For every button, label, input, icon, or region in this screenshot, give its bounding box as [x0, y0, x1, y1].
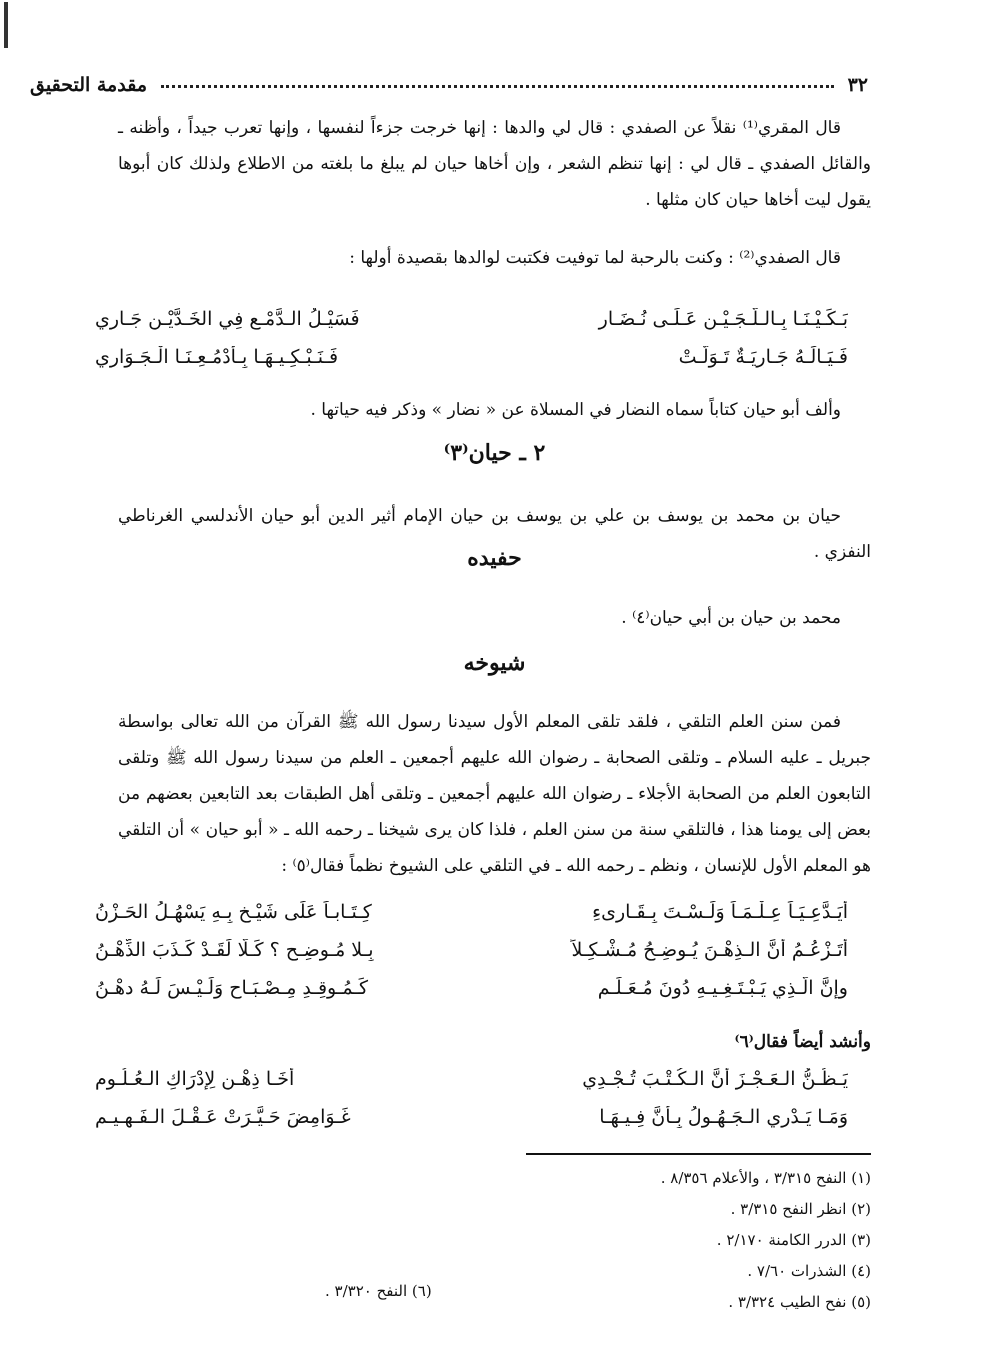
paragraph-safadi: قال الصفدي⁽²⁾ : وكنت بالرحبة لما توفيت فكتبت لوالدها بقصيدة أولها : [349, 248, 841, 268]
hemistich-first: وإِنَّ الَّـذِي يَـبْـتَـغِـيـهِ دُونَ مُـعَـلِّـمٍ [597, 977, 848, 999]
paragraph-recited: وأنشد أيضاً فقال⁽٦⁾ [734, 1032, 871, 1052]
hemistich-second: فَسَيْـلُ الـدَّمْـعِ فِي الخَـدَّيْـنِ جَـارِي [95, 308, 360, 330]
hemistich-second: أَخَـا ذِهْـنٍ لِإِدْرَاكِ الـعُـلُـومِ [95, 1068, 295, 1090]
hemistich-first: وَمَـا يَـدْرِي الـجَـهُـولُ بِـأَنَّ فِـيـهَـا [599, 1106, 848, 1128]
scan-margin-mark [4, 2, 8, 48]
footnote-item: (٢) انظر النفح ٣/٣١٥ . [730, 1200, 871, 1218]
hemistich-second: فَـنَـبْـكِـيـهَـا بِـأَدْمُـعِـنَـا الْـجَـوَارِي [95, 346, 339, 368]
paragraph-maqqari: قال المقري⁽¹⁾ نقلاً عن الصفدي : قال لي والدها : إنها خرجت جزءاً لنفسها ، وإنها تعرب جيداً ، وأظنه ـ والقائل الصفدي ـ قال لي : إنها تنظم الشعر ، وإن أخاها حيان لم يبلغ ما بلغته من الاطلاع ولذلك كان أبوها يقول ليت أخاها حيان كان مثلها . [118, 118, 871, 210]
poem-line [95, 1098, 848, 1136]
footnotes [118, 1163, 871, 1318]
hemistich-first: أَتَـزْعُـمُ أَنَّ الـذِهْـنَ يُـوضِـحُ مُـشْـكِـلاً [571, 939, 848, 961]
poem-line [95, 931, 848, 969]
footnote-rule [526, 1153, 871, 1155]
paragraph-nadar-book: وألف أبو حيان كتاباً سماه النضار في المسلاة عن « نضار » وذكر فيه حياتها . [310, 400, 841, 420]
poem-line [95, 338, 848, 376]
section-heading-grandson: حفيده [467, 545, 522, 571]
poem-line [95, 300, 848, 338]
paragraph-talaqqi: فمن سنن العلم التلقي ، فلقد تلقى المعلم الأول سيدنا رسول الله ﷺ القرآن من الله تعالى بواسطة جبريل ـ عليه السلام ـ وتلقى الصحابة ـ رضوان الله عليهم أجمعين ـ العلم من سيدنا رسول الله ﷺ وتلقى التابعون العلم من الصحابة الأجلاء ـ رضوان الله عليهم أجمعين ـ وتلقى أهل الطبقات بعد التابعين بعضهم من بعض إلى يومنا هذا ، فالتلقي سنة من سنن العلم ، فلذا كان يرى شيخنا ـ رحمه الله ـ « أبو حيان » أن التلقي هو المعلم الأول للإنسان ، ونظم ـ رحمه الله ـ في التلقي على الشيوخ نظماً فقال⁽٥⁾ : [118, 712, 871, 876]
poem-elegy [95, 300, 848, 376]
page-number: ٣٢ [847, 74, 868, 96]
poem-line [95, 893, 848, 931]
poem-line [95, 969, 848, 1007]
paragraph-hayyan-lineage: حيان بن محمد بن يوسف بن علي بن يوسف بن حيان الإمام أثير الدين أبو حيان الأندلسي الغرناطي النفزي . [118, 506, 871, 562]
running-header [30, 70, 868, 100]
hemistich-second: كِـتَـابـاً عَلَى شَيْـخٍ بِـهِ يَسْهُـلُ الحَـزْنُ [95, 901, 372, 923]
footnote-item: (١) النفح ٣/٣١٥ ، والأعلام ٨/٣٥٦ . [660, 1169, 871, 1187]
poem-talaqqi [95, 893, 848, 1007]
poem-line [95, 1060, 848, 1098]
section-heading-hayyan: ٢ ـ حيان⁽٣⁾ [443, 440, 546, 466]
hemistich-second: بِـلا مُـوضِـحٍ ؟ كَـلَّا لَقَـدْ كَـذَبَ الذِّهْـنُ [95, 939, 374, 961]
footnote-item: (٣) الدرر الكامنة ٢/١٧٠ . [716, 1231, 871, 1249]
footnote-item-six: (٦) النفح ٣/٣٢٠ . [325, 1282, 432, 1300]
section-heading-teachers: شيوخه [463, 650, 526, 676]
hemistich-first: أَيَـدَّعِـيَـاً عِـلْـمَـاً وَلَـسْـتَ بِـقَـارِىءِ [592, 901, 848, 923]
footnote-item: (٥) نفح الطيب ٣/٣٢٤ . [728, 1293, 871, 1311]
hemistich-first: بَـكَـيْـنَـا بِـالـلُّـجَـيْـنِ عَـلَـى نُـضَـارِ [598, 308, 848, 330]
hemistich-second: غَـوَامِضَ حَـيَّـرَتْ عَـقْـلَ الـفَـهِـيـمِ [95, 1106, 351, 1128]
leader-dots [161, 83, 834, 88]
footnote-item: (٤) الشذرات ٧/٦٠ . [747, 1262, 871, 1280]
hemistich-second: كَـمُـوقِـدِ مِـصْـبَـاحٍ وَلَـيْـسَ لَـهُ دهْـنُ [95, 977, 369, 999]
paragraph-grandson: محمد بن حيان بن أبي حيان⁽٤⁾ . [621, 608, 841, 628]
running-title: مقدمة التحقيق [30, 74, 147, 96]
hemistich-first: فَـيَـالَـهُ جَـارِيَـةٌ تَـوَلَّـتْ [678, 346, 848, 368]
hemistich-first: يَـظُـنُّ الـعَـجْـزَ أَنَّ الـكُـتْـبَ تُـجْـدِي [582, 1068, 848, 1090]
poem-books [95, 1060, 848, 1136]
